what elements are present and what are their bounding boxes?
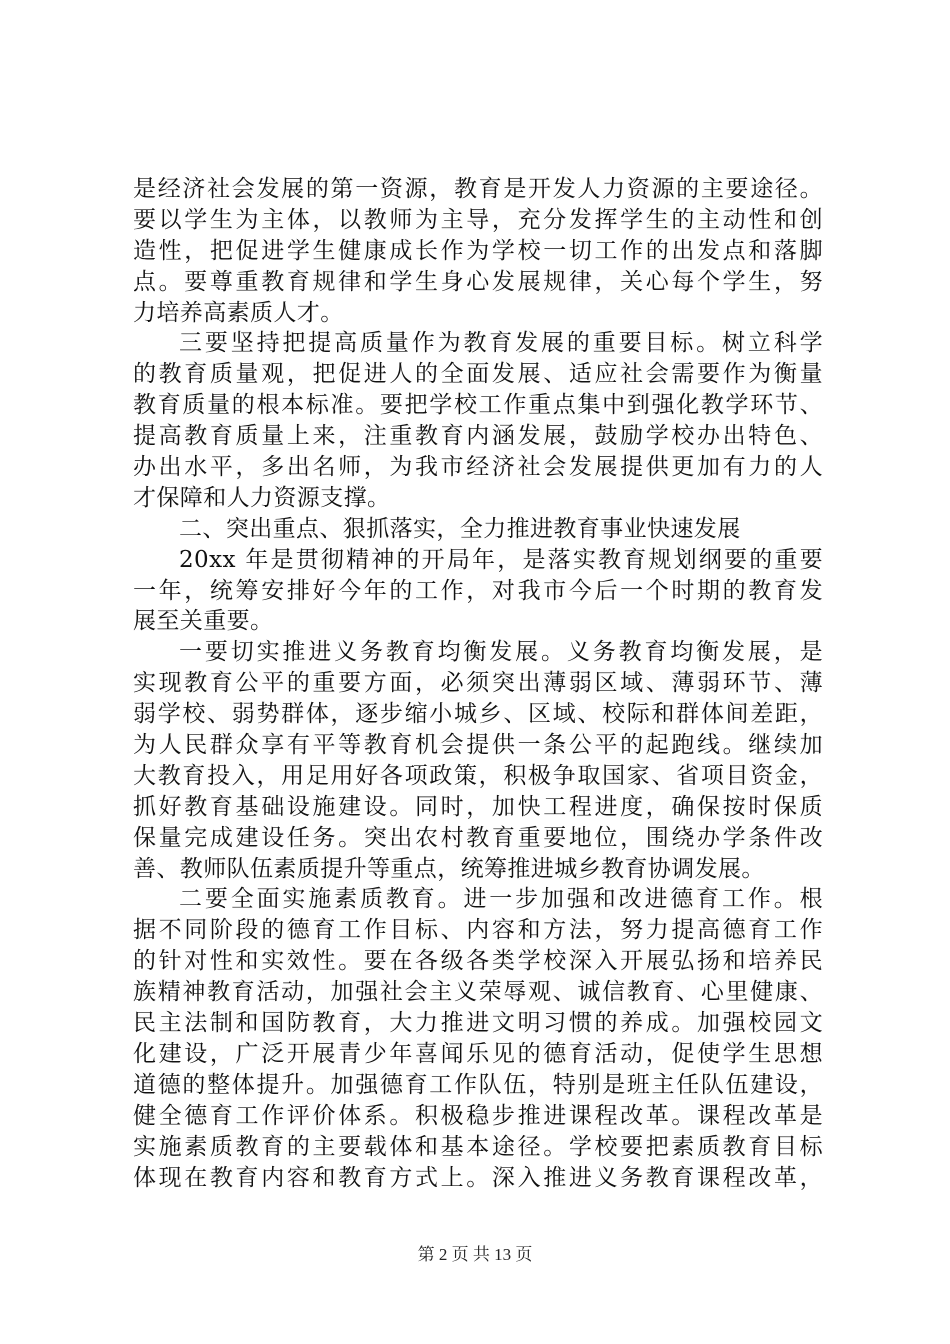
text-line: 造性，把促进学生健康成长作为学校一切工作的出发点和落脚: [133, 237, 823, 264]
text-line: 二要全面实施素质教育。进一步加强和改进德育工作。根: [179, 886, 823, 913]
text-line: 的教育质量观，把促进人的全面发展、适应社会需要作为衡量: [133, 361, 823, 388]
text-line: 族精神教育活动，加强社会主义荣辱观、诚信教育、心里健康、: [133, 979, 823, 1006]
text-line: 点。要尊重教育规律和学生身心发展规律，关心每个学生，努: [133, 268, 823, 295]
text-line: 办出水平，多出名师，为我市经济社会发展提供更加有力的人: [133, 454, 823, 481]
text-line: 抓好教育基础设施建设。同时，加快工程进度，确保按时保质: [133, 793, 823, 820]
text-line: 善、教师队伍素质提升等重点，统筹推进城乡教育协调发展。: [133, 855, 765, 882]
text-line: 实施素质教育的主要载体和基本途径。学校要把素质教育目标: [133, 1133, 823, 1160]
text-line: 保量完成建设任务。突出农村教育重要地位，围绕办学条件改: [133, 824, 823, 851]
text-line: 为人民群众享有平等教育机会提供一条公平的起跑线。继续加: [133, 732, 823, 759]
text-line: 是经济社会发展的第一资源，教育是开发人力资源的主要途径。: [133, 176, 823, 202]
text-line: 三要坚持把提高质量作为教育发展的重要目标。树立科学: [179, 330, 823, 357]
text-line: 大教育投入，用足用好各项政策，积极争取国家、省项目资金，: [133, 762, 823, 789]
document-body: [133, 174, 823, 1193]
text-line: 一要切实推进义务教育均衡发展。义务教育均衡发展，是: [179, 639, 823, 666]
text-line: 弱学校、弱势群体，逐步缩小城乡、区域、校际和群体间差距，: [133, 701, 823, 728]
text-line: 民主法制和国防教育，大力推进文明习惯的养成。加强校园文: [133, 1010, 823, 1037]
text-line: 要以学生为主体，以教师为主导，充分发挥学生的主动性和创: [133, 206, 823, 233]
text-line: 二、突出重点、狠抓落实，全力推进教育事业快速发展: [179, 515, 741, 542]
text-line: 才保障和人力资源支撑。: [133, 484, 391, 511]
text-line: 健全德育工作评价体系。积极稳步推进课程改革。课程改革是: [133, 1102, 823, 1129]
text-line: 实现教育公平的重要方面，必须突出薄弱区域、薄弱环节、薄: [133, 670, 823, 697]
text-line: 教育质量的根本标准。要把学校工作重点集中到强化教学环节、: [133, 392, 823, 419]
text-line: 化建设，广泛开展青少年喜闻乐见的德育活动，促使学生思想: [133, 1040, 823, 1067]
text-line: 力培养高素质人才。: [133, 299, 344, 326]
text-line: 道德的整体提升。加强德育工作队伍，特别是班主任队伍建设，: [133, 1071, 823, 1098]
text-line: 一年，统筹安排好今年的工作，对我市今后一个时期的教育发: [133, 577, 823, 604]
page-footer: 第 2 页 共 13 页: [417, 1245, 533, 1264]
text-line: 提高教育质量上来，注重教育内涵发展，鼓励学校办出特色、: [133, 423, 823, 450]
text-line: 展至关重要。: [133, 608, 274, 635]
text-line: 体现在教育内容和教育方式上。深入推进义务教育课程改革，: [133, 1164, 823, 1191]
text-line: 的针对性和实效性。要在各级各类学校深入开展弘扬和培养民: [133, 948, 823, 975]
text-line: 据不同阶段的德育工作目标、内容和方法，努力提高德育工作: [133, 917, 823, 944]
text-line: 20xx 年是贯彻精神的开局年，是落实教育规划纲要的重要: [179, 546, 823, 573]
